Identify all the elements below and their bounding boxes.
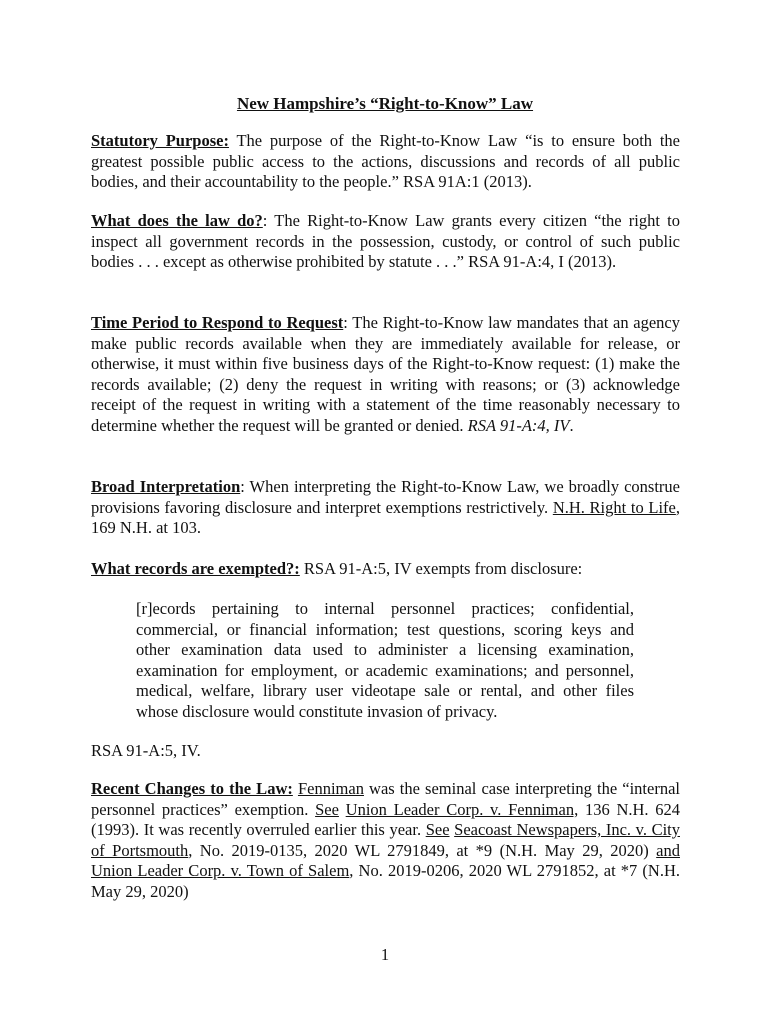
and-signal: and [656,840,680,860]
block-quote: [r]ecords pertaining to internal personnel practices; confidential, commercial, or financial information; test questions, scoring keys and other examination data used to administer a licensing examination, examination for employment, or academic examinations; and personnel, medical, welfare, library user videotape sale or rental, and other files whose disclosure would constitute invasion of privacy. [136,599,634,721]
time-period-end: . [569,415,574,435]
recent-changes-text: was the seminal case interpreting the “internal personnel practices” exemption. [91,779,680,819]
recent-changes-heading: Recent Changes to the Law: [91,779,293,798]
seacoast-newspapers-case: Seacoast Newspapers, Inc. v. City of Portsmouth [91,820,680,860]
exempted-records-text: RSA 91-A:5, IV exempts from disclosure: [299,559,583,578]
see-signal: See [425,820,450,840]
recent-changes-paragraph [91,779,680,903]
see-signal: See [315,799,339,819]
time-period-heading: Time Period to Respond to Request [91,313,344,332]
exempted-records-heading: What records are exempted?: [91,559,300,578]
recent-changes-text: , No. 2019-0135, 2020 WL 2791849, at *9 (N.H. May 29, 2020) [188,840,657,860]
what-does-law-do-heading: What does the law do? [91,211,263,230]
time-period-citation: RSA 91-A:4, IV [467,415,570,435]
union-leader-fenniman-case: Union Leader Corp. v. Fenniman, [345,799,579,819]
statutory-purpose-text: The purpose of the Right-to-Know Law “is to ensure both the greatest possible public access to the actions, discussions and records of all public bodies, and their accountability to the people.” RSA 91A:1 (2013). [91,131,680,192]
statutory-purpose-heading: Statutory Purpose: [91,131,229,150]
exempted-records-paragraph [91,559,680,580]
recent-changes-text: 136 N.H. 624 (1993). It was recently overruled earlier this year. [91,799,681,840]
document-title: New Hampshire’s “Right-to-Know” Law [236,94,534,113]
fenniman-case: Fenniman [297,779,364,798]
union-leader-salem-case: Union Leader Corp. v. Town of Salem [91,861,350,881]
time-period-paragraph [91,313,680,437]
recent-changes-text [339,800,346,819]
broad-interpretation-text: : When interpreting the Right-to-Know Law, we broadly construe provisions favoring disclosure and interpret exemptions restrictively. [91,477,680,517]
page-number: 1 [380,945,390,964]
broad-interpretation-paragraph [91,477,680,539]
what-does-law-do-text: : The Right-to-Know Law grants every citizen “the right to inspect all government records in the possession, custody, or control of such public bodies . . . except as otherwise prohibited by statute . . .” RSA 91-A:4, I (2013). [91,211,680,272]
block-quote-citation: RSA 91-A:5, IV. [91,741,201,760]
time-period-text: : The Right-to-Know law mandates that an agency make public records available when they are immediately available for release, or otherwise, it must within five business days of the Right-to-Know request: (1) make the records available; (2) deny the request in writing with reasons; or (3) acknowledge receipt of the request in writing with a statement of the time reasonably necessary to determine whether the request will be granted or denied. [91,313,681,435]
broad-interpretation-heading: Broad Interpretation [91,477,241,496]
recent-changes-text: , No. 2019-0206, 2020 WL 2791852, at *7 (N.H. May 29, 2020) [91,861,680,901]
what-does-law-do-paragraph [91,211,680,273]
nh-right-to-life-case: N.H. Right to Life [552,497,676,517]
broad-interpretation-end: , 169 N.H. at 103. [91,497,680,538]
statutory-purpose-paragraph [91,131,680,193]
